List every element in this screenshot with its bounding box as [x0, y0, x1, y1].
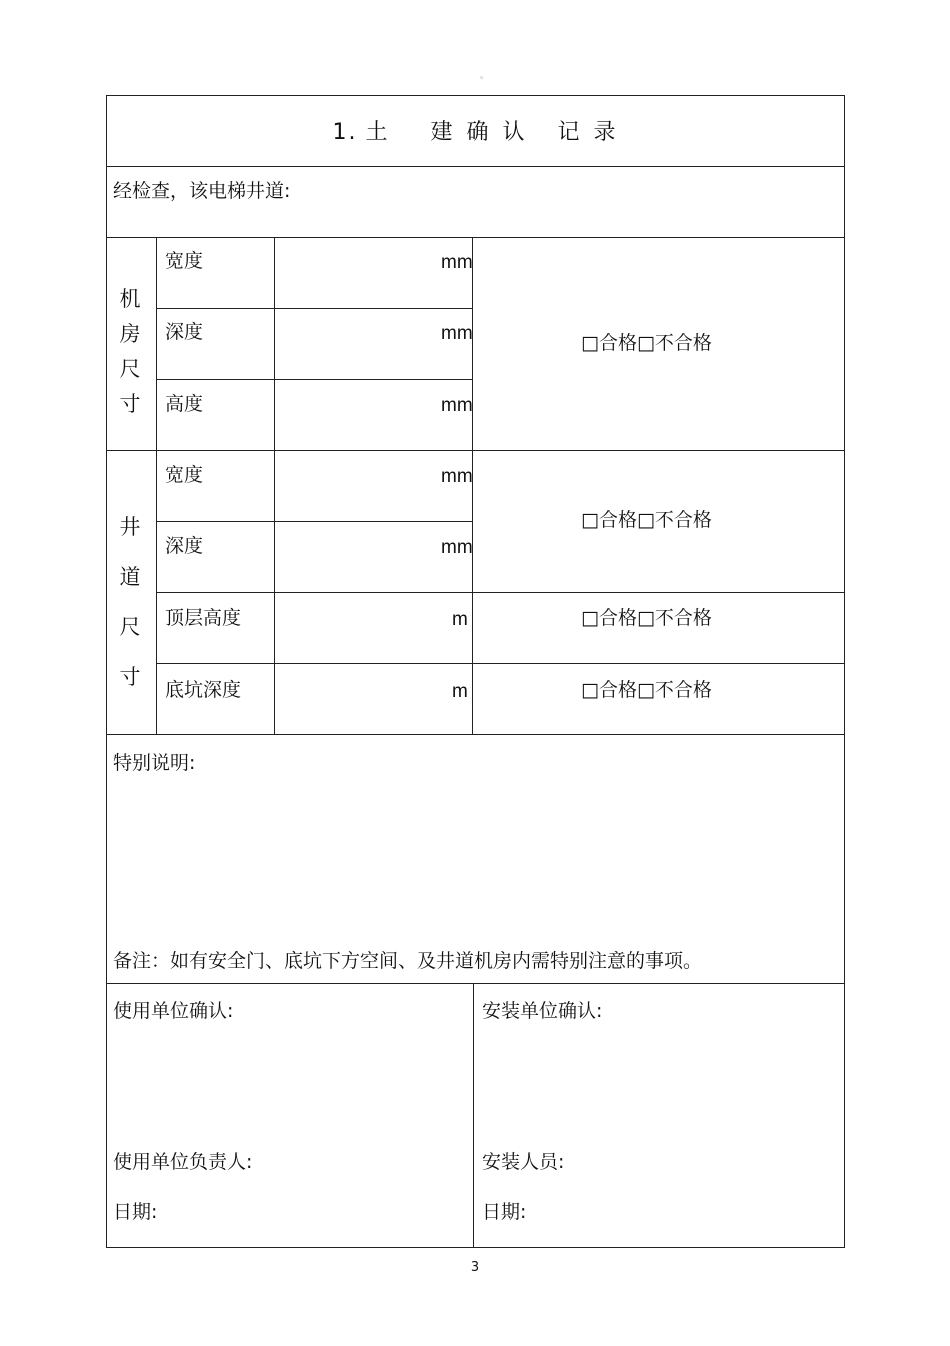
- user-unit-confirm: 使用单位确认:: [113, 1000, 234, 1022]
- date-left: 日期:: [113, 1201, 158, 1223]
- header-mark: 。: [480, 71, 490, 81]
- installer: 安装人员:: [482, 1151, 565, 1173]
- shaft-depth-unit: mm: [441, 537, 473, 558]
- title-number: 1.: [332, 120, 358, 145]
- pit-depth-result: □合格□不合格: [581, 679, 712, 701]
- intro-cell: [106, 166, 845, 238]
- machine-room-result: □合格□不合格: [581, 332, 712, 354]
- shaft-width-label: 宽度: [165, 464, 204, 486]
- page-number: 3: [470, 1260, 480, 1275]
- machine-room-label-char: 尺: [119, 357, 141, 381]
- special-notes-remark: 备注：如有安全门、底坑下方空间、及井道机房内需特别注意的事项。: [113, 950, 703, 972]
- top-floor-height-result: □合格□不合格: [581, 607, 712, 629]
- inspection-intro: 经检查，该电梯井道:: [113, 180, 291, 202]
- machine-room-height-label-cell: [156, 379, 275, 451]
- machine-room-label-char: 机: [119, 287, 141, 311]
- pit-depth-label: 底坑深度: [165, 679, 242, 701]
- shaft-label-char: 道: [119, 565, 141, 589]
- top-floor-height-value-cell: [274, 592, 473, 664]
- shaft-width-label-cell: [156, 450, 275, 522]
- title-char: 录: [593, 120, 618, 145]
- shaft-size-result: □合格□不合格: [581, 509, 712, 531]
- machine-room-label: [106, 282, 154, 422]
- shaft-label-char: 尺: [119, 615, 141, 639]
- shaft-depth-label-cell: [156, 521, 275, 593]
- title-char: 确: [466, 120, 491, 145]
- special-notes-label: 特别说明:: [113, 752, 196, 774]
- install-unit-confirm-cell: [473, 983, 845, 1248]
- special-notes-cell: [106, 734, 845, 984]
- user-unit-responsible: 使用单位负责人:: [113, 1151, 253, 1173]
- machine-room-height-unit: mm: [441, 395, 473, 416]
- pit-depth-value-cell: [274, 663, 473, 735]
- title-char: 建: [430, 120, 455, 145]
- machine-room-label-char: 房: [119, 322, 141, 346]
- shaft-label-char: 井: [119, 515, 141, 539]
- shaft-label-char: 寸: [119, 665, 141, 689]
- shaft-width-unit: mm: [441, 466, 473, 487]
- machine-room-width-label-cell: [156, 237, 275, 309]
- title-char: 认: [502, 120, 527, 145]
- install-unit-confirm: 安装单位确认:: [482, 1000, 603, 1022]
- pit-depth-unit: m: [452, 681, 468, 702]
- machine-room-depth-label: 深度: [165, 321, 204, 343]
- date-right: 日期:: [482, 1201, 527, 1223]
- top-floor-height-label: 顶层高度: [165, 607, 242, 629]
- machine-room-width-label: 宽度: [165, 250, 204, 272]
- page-title: [106, 115, 844, 146]
- title-char: 土: [365, 120, 390, 145]
- title-char: 记: [557, 120, 582, 145]
- top-floor-height-unit: m: [452, 609, 468, 630]
- machine-room-label-char: 寸: [119, 392, 141, 416]
- machine-room-depth-label-cell: [156, 308, 275, 380]
- machine-room-depth-unit: mm: [441, 323, 473, 344]
- machine-room-width-unit: mm: [441, 252, 473, 273]
- machine-room-height-label: 高度: [165, 393, 204, 415]
- user-unit-confirm-cell: [106, 983, 474, 1248]
- shaft-depth-label: 深度: [165, 535, 204, 557]
- shaft-label: [106, 502, 154, 702]
